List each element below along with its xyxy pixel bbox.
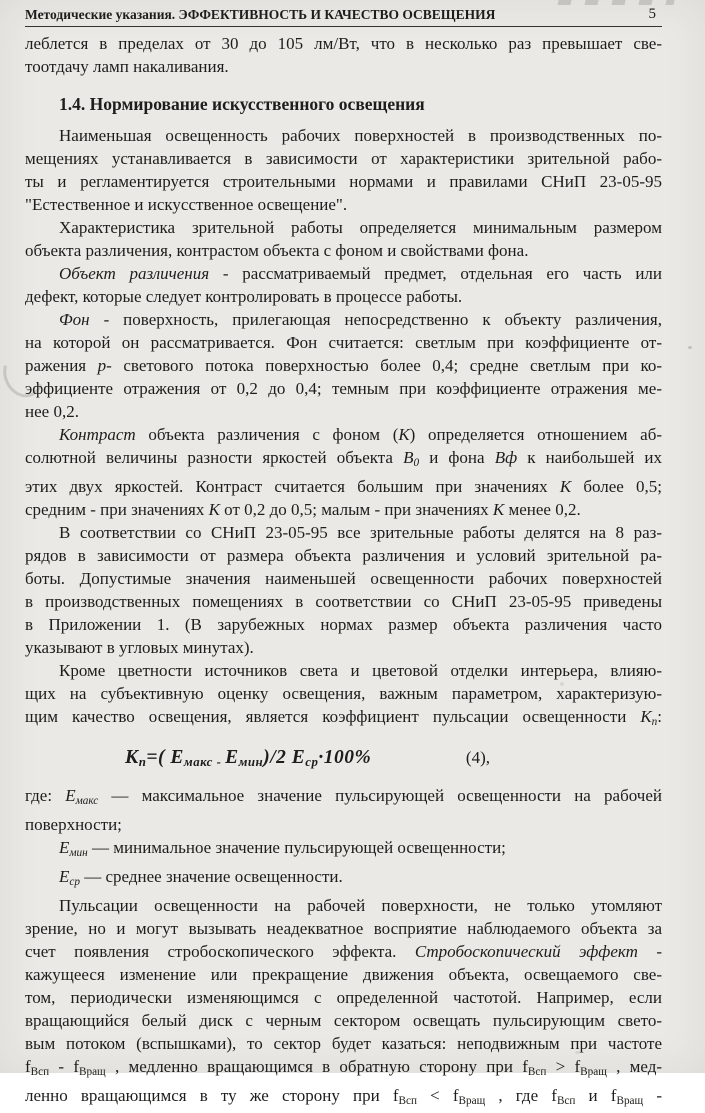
text-segment: 0	[413, 457, 420, 469]
text-line	[25, 308, 662, 331]
text-segment: Е	[65, 786, 76, 805]
text-line	[25, 705, 662, 734]
text-segment: мещениях устанавливается в зависимости от характеристики зрительной рабо-	[25, 149, 662, 168]
text-segment: объекта различения, контрастом объекта с фоном и свойствами фона.	[25, 241, 529, 260]
para-pulsation-effects	[25, 894, 662, 1113]
text-segment: -	[643, 1086, 662, 1105]
text-segment: в производственных помещениях в соответствии со СНиП 23-05-95 приведены	[25, 592, 662, 611]
text-segment: боты. Допустимые значения наименьшей освещенности рабочих поверхностей	[25, 569, 662, 588]
text-segment: Вращ	[616, 1095, 644, 1107]
body-copy	[25, 32, 662, 1113]
text-segment: объекта различения с фоном (	[135, 425, 399, 444]
text-segment: Фон	[59, 310, 90, 329]
text-segment: макс	[75, 795, 99, 807]
page-number: 5	[648, 6, 656, 22]
text-segment: — максимальное значение пульсирующей освещенности на рабочей	[98, 786, 663, 805]
text-segment: > f	[546, 1057, 581, 1076]
text-segment: , где f	[485, 1086, 557, 1105]
text-segment: эффициенте отражения от 0,2 до 0,4; темным при коэффициенте отражения ме-	[25, 379, 662, 398]
text-segment: мин	[69, 847, 88, 859]
para-visual-work-characteristic	[25, 216, 662, 262]
text-segment: Объект различения	[59, 264, 210, 283]
text-line	[25, 498, 662, 521]
text-line	[25, 636, 662, 659]
text-segment: зрение, но и могут вызывать неадекватное восприятие наблюдаемого объекта за	[25, 919, 662, 938]
text-segment: этих двух яркостей. Контраст считается большим при значениях	[25, 477, 560, 496]
text-segment: ты и регламентируется строительными нормами и правилами СНиП 23-05-95	[25, 172, 662, 191]
text-segment: вым потоком (вспышками), то сектор будет казаться: неподвижным при частоте	[25, 1034, 662, 1053]
para-object-of-discrimination	[25, 262, 662, 308]
text-segment: ленно вращающимся в ту же сторону при f	[25, 1086, 399, 1105]
text-segment: на которой он рассматривается. Фон считается: светлым при коэффициенте от-	[25, 333, 662, 352]
text-segment: р	[97, 356, 107, 375]
text-line	[25, 1032, 662, 1055]
text-segment: менее 0,2.	[504, 500, 581, 519]
text-segment: ср	[305, 755, 319, 769]
text-segment: нее 0,2.	[25, 402, 79, 421]
text-line	[25, 682, 662, 705]
text-segment: ·100%	[318, 747, 372, 768]
text-line	[25, 400, 662, 423]
para-background-definition	[25, 308, 662, 423]
text-segment: -	[637, 942, 662, 961]
text-line	[25, 659, 662, 682]
text-segment: Стробоскопический эффект	[414, 942, 638, 961]
text-segment: К	[640, 707, 652, 726]
text-line	[25, 784, 662, 813]
text-segment: и фона	[419, 448, 495, 467]
text-segment: Вращ	[580, 1066, 607, 1078]
running-header	[25, 6, 662, 27]
text-line	[25, 917, 662, 940]
text-segment: - рассматриваемый предмет, отдельная его часть или	[209, 264, 663, 283]
text-segment: Всп	[398, 1095, 417, 1107]
text-line	[25, 894, 662, 917]
text-line	[25, 216, 662, 239]
text-segment: К	[125, 747, 139, 768]
text-segment: В соответствии со СНиП 23-05-95 все зрительные работы делятся на 8 раз-	[59, 523, 662, 542]
text-segment: К	[398, 425, 410, 444]
text-segment: — среднее значение освещенности.	[79, 867, 343, 886]
text-line	[25, 285, 662, 308]
text-segment: Всп	[527, 1066, 547, 1078]
text-segment: ) определяется отношением аб-	[409, 425, 663, 444]
text-line	[25, 1055, 662, 1084]
text-segment: Вф	[494, 448, 518, 467]
text-segment: указывают в угловых минутах).	[25, 638, 254, 657]
text-segment: счет появления стробоскопического эффекта.	[25, 942, 415, 961]
section-heading: 1.4. Нормирование искусственного освещения	[59, 94, 425, 114]
text-segment: Пульсации освещенности на рабочей поверхности, не только утомляют	[59, 896, 662, 915]
text-line	[25, 446, 662, 475]
text-segment: п	[138, 755, 147, 769]
text-line	[25, 55, 662, 78]
text-line	[25, 377, 662, 400]
para-pulsation-coefficient	[25, 659, 662, 734]
text-segment: рядов в зависимости от размера объекта различения и условий зрительной ра-	[25, 546, 662, 565]
text-line	[25, 1009, 662, 1032]
text-line	[25, 590, 662, 613]
text-line	[25, 521, 662, 544]
text-line	[25, 544, 662, 567]
text-line	[25, 475, 662, 498]
text-line	[25, 1084, 662, 1113]
text-segment: вращающийся белый диск с черным сектором освещать пульсирующим свето-	[25, 1011, 662, 1030]
text-segment: Вращ	[78, 1066, 106, 1078]
text-line	[25, 354, 662, 377]
text-segment: от 0,2 до 0,5; малым - при значениях	[219, 500, 493, 519]
text-segment: п	[651, 716, 658, 728]
text-segment: поверхности;	[25, 815, 122, 834]
text-segment: К	[559, 477, 572, 496]
text-segment: )/2	[263, 747, 292, 768]
text-line	[25, 836, 662, 865]
text-segment: Вращ	[458, 1095, 486, 1107]
text-line	[25, 193, 662, 216]
text-segment: Е	[225, 747, 239, 768]
text-segment: Кроме цветности источников света и цветовой отделки интерьера, влияю-	[59, 661, 662, 680]
text-line	[25, 423, 662, 446]
text-segment: более 0,5;	[571, 477, 662, 496]
text-segment: К	[208, 500, 220, 519]
text-segment: =(	[146, 747, 171, 768]
text-segment: к наибольшей их	[517, 448, 663, 467]
text-segment: "Естественное и искусственное освещение".	[25, 195, 348, 214]
text-segment: и f	[575, 1086, 617, 1105]
text-segment: Е	[59, 838, 70, 857]
text-segment: леблется в пределах от 30 до 105 лм/Вт, что в несколько раз превышает све-	[25, 34, 662, 53]
text-segment: кажущееся изменение или прекращение движения объекта, освещаемого све-	[25, 965, 662, 984]
text-segment: - f	[49, 1057, 79, 1076]
para-min-illumination	[25, 124, 662, 216]
text-line	[25, 32, 662, 55]
text-segment: Контраст	[59, 425, 136, 444]
text-line	[25, 865, 662, 894]
equation-kp	[125, 745, 371, 775]
text-line	[25, 262, 662, 285]
text-block	[25, 6, 662, 1113]
text-segment: Характеристика зрительной работы определяется минимальным размером	[59, 218, 662, 237]
text-segment: — минимальное значение пульсирующей освещенности;	[87, 838, 506, 857]
text-line	[25, 170, 662, 193]
text-segment: - светового потока поверхностью более 0,4; средне светлым при ко-	[106, 356, 662, 375]
text-segment: Е	[291, 747, 306, 768]
text-segment: Е	[59, 867, 70, 886]
text-segment: , медленно вращающимся в обратную сторону при f	[105, 1057, 528, 1076]
text-line	[25, 963, 662, 986]
text-segment: < f	[416, 1086, 459, 1105]
text-segment: К	[492, 500, 505, 519]
para-snip-categories	[25, 521, 662, 659]
text-line	[25, 147, 662, 170]
text-line	[25, 239, 662, 262]
equation-number: (4),	[465, 748, 490, 767]
equation-block	[25, 734, 662, 784]
text-line	[25, 986, 662, 1009]
text-segment: том, периодически изменяющимся с определенной частотой. Например, если	[25, 988, 662, 1007]
text-line	[25, 567, 662, 590]
text-segment: щих на субъективную оценку освещения, важным параметром, характеризую-	[25, 684, 662, 703]
para-luminous-output	[25, 32, 662, 78]
text-segment: - поверхность, прилегающая непосредственно к объекту различения,	[89, 310, 662, 329]
text-segment: В	[403, 448, 414, 467]
text-segment: дефект, которые следует контролировать в процессе работы.	[25, 287, 463, 306]
running-title: Методические указания. ЭФФЕКТИВНОСТЬ И КАЧЕСТВО ОСВЕЩЕНИЯ	[25, 7, 496, 22]
text-segment: солютной величины разности яркостей объекта	[25, 448, 404, 467]
text-segment: тоотдачу ламп накаливания.	[25, 57, 229, 76]
text-segment: Всп	[556, 1095, 576, 1107]
text-segment: Е	[170, 747, 184, 768]
para-contrast-definition	[25, 423, 662, 521]
text-segment: щим качество освещения, является коэффициент пульсации освещенности	[25, 707, 641, 726]
equation-legend	[25, 784, 662, 894]
text-line	[25, 331, 662, 354]
scan-artifact-top-edge	[557, 0, 674, 5]
text-line	[25, 940, 662, 963]
text-line	[25, 613, 662, 636]
text-segment: макс -	[183, 755, 226, 769]
text-segment: где:	[25, 786, 66, 805]
text-segment: средним - при значениях	[25, 500, 209, 519]
text-segment: Всп	[30, 1066, 50, 1078]
text-segment: ражения	[25, 356, 98, 375]
text-segment: , мед-	[606, 1057, 663, 1076]
text-segment: :	[657, 707, 662, 726]
text-segment: f	[25, 1057, 31, 1076]
text-segment: в Приложении 1. (В зарубежных нормах размер объекта различения часто	[25, 615, 662, 634]
text-line	[25, 124, 662, 147]
scan-artifact-speck	[688, 346, 692, 349]
text-line	[25, 813, 662, 836]
text-segment: Наименьшая освещенность рабочих поверхностей в производственных по-	[59, 126, 662, 145]
text-segment: ср	[69, 876, 80, 888]
text-segment: мин	[238, 755, 264, 769]
